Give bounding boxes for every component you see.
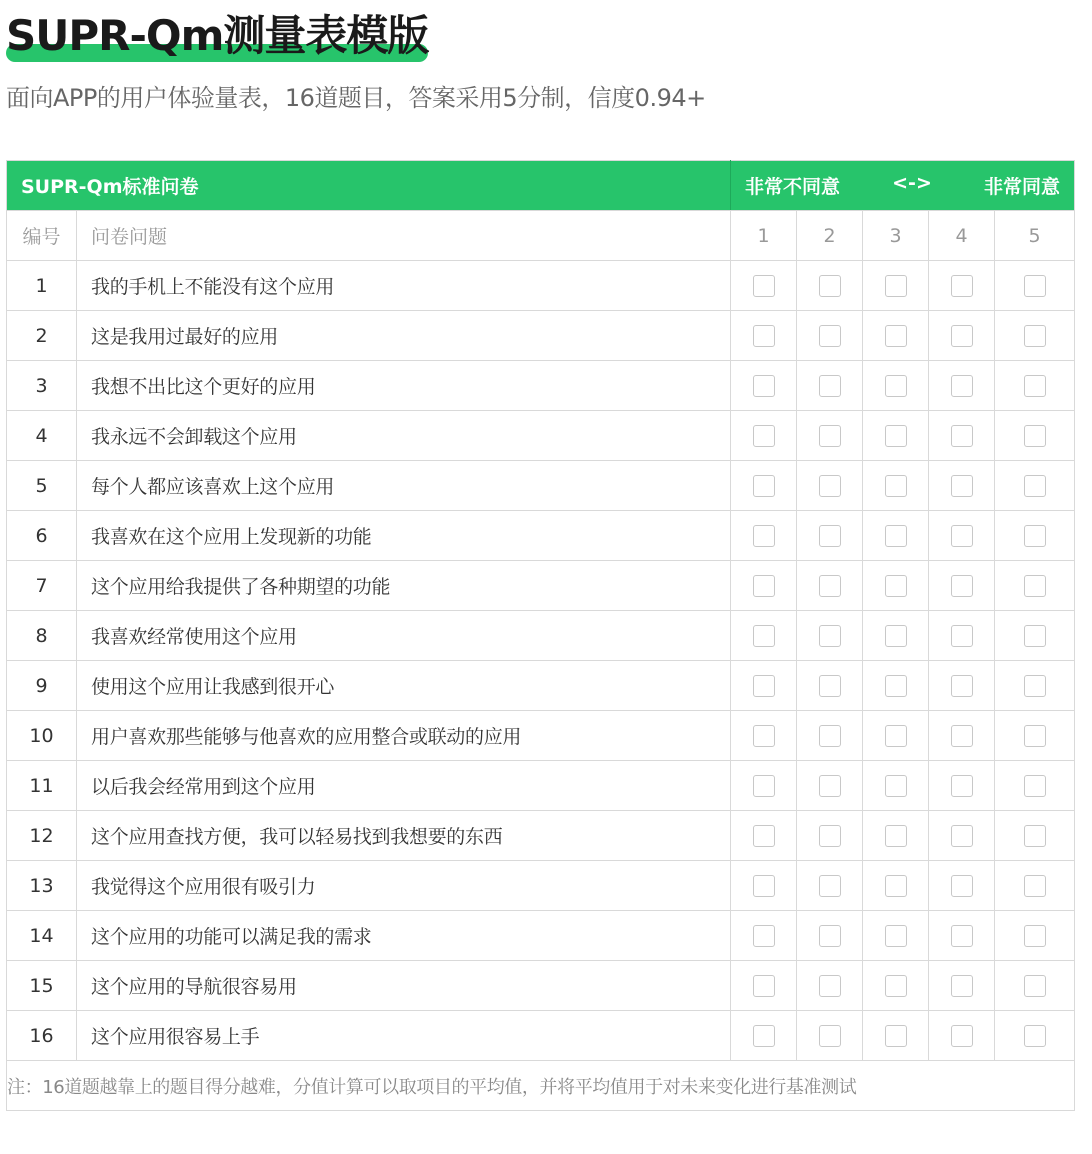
- answer-checkbox[interactable]: [819, 1025, 841, 1047]
- answer-checkbox[interactable]: [753, 1025, 775, 1047]
- answer-checkbox[interactable]: [753, 575, 775, 597]
- table-row: [7, 411, 1075, 461]
- option-cell: [929, 761, 995, 811]
- option-cell: [995, 1011, 1075, 1061]
- answer-checkbox[interactable]: [819, 775, 841, 797]
- answer-checkbox[interactable]: [753, 625, 775, 647]
- option-cell: [995, 361, 1075, 411]
- answer-checkbox[interactable]: [951, 1025, 973, 1047]
- answer-checkbox[interactable]: [753, 425, 775, 447]
- option-cell: [929, 661, 995, 711]
- table-row: [7, 911, 1075, 961]
- option-cell: [797, 311, 863, 361]
- answer-checkbox[interactable]: [951, 475, 973, 497]
- answer-checkbox[interactable]: [819, 375, 841, 397]
- option-cell: [929, 611, 995, 661]
- page-subtitle: 面向APP的用户体验量表，16道题目，答案采用5分制，信度0.94+: [6, 84, 706, 112]
- table-row: [7, 961, 1075, 1011]
- option-cell: [929, 1011, 995, 1061]
- option-cell: [797, 611, 863, 661]
- note-row: [7, 1061, 1075, 1111]
- answer-checkbox[interactable]: [1024, 475, 1046, 497]
- answer-checkbox[interactable]: [885, 875, 907, 897]
- answer-checkbox[interactable]: [951, 575, 973, 597]
- option-cell: [731, 461, 797, 511]
- option-cell: [929, 511, 995, 561]
- answer-checkbox[interactable]: [819, 725, 841, 747]
- answer-checkbox[interactable]: [1024, 925, 1046, 947]
- answer-checkbox[interactable]: [951, 875, 973, 897]
- answer-checkbox[interactable]: [885, 625, 907, 647]
- option-cell: [995, 411, 1075, 461]
- answer-checkbox[interactable]: [885, 925, 907, 947]
- option-cell: [929, 461, 995, 511]
- option-cell: [929, 411, 995, 461]
- scale-mid-label: <->: [892, 172, 932, 194]
- answer-checkbox[interactable]: [951, 675, 973, 697]
- option-cell: [995, 811, 1075, 861]
- answer-checkbox[interactable]: [1024, 275, 1046, 297]
- option-cell: [797, 761, 863, 811]
- question-number: 8: [7, 611, 77, 661]
- option-cell: [863, 661, 929, 711]
- option-cell: [797, 361, 863, 411]
- column-header-row: [7, 211, 1075, 261]
- question-text: 我想不出比这个更好的应用: [77, 361, 731, 411]
- option-cell: [863, 911, 929, 961]
- option-cell: [995, 261, 1075, 311]
- answer-checkbox[interactable]: [951, 375, 973, 397]
- answer-checkbox[interactable]: [951, 325, 973, 347]
- answer-checkbox[interactable]: [753, 375, 775, 397]
- answer-checkbox[interactable]: [753, 725, 775, 747]
- option-cell: [995, 311, 1075, 361]
- answer-checkbox[interactable]: [1024, 575, 1046, 597]
- question-number: 13: [7, 861, 77, 911]
- option-cell: [797, 861, 863, 911]
- option-cell: [731, 911, 797, 961]
- question-number: 5: [7, 461, 77, 511]
- option-cell: [995, 511, 1075, 561]
- col-question-header: 问卷问题: [77, 211, 731, 261]
- option-cell: [929, 711, 995, 761]
- option-cell: [995, 961, 1075, 1011]
- table-row: [7, 611, 1075, 661]
- answer-checkbox[interactable]: [885, 825, 907, 847]
- option-cell: [995, 661, 1075, 711]
- question-text: 用户喜欢那些能够与他喜欢的应用整合或联动的应用: [77, 711, 731, 761]
- answer-checkbox[interactable]: [753, 825, 775, 847]
- option-cell: [863, 1011, 929, 1061]
- table-row: [7, 561, 1075, 611]
- question-text: 这个应用的功能可以满足我的需求: [77, 911, 731, 961]
- table-row: [7, 861, 1075, 911]
- option-cell: [995, 761, 1075, 811]
- option-cell: [731, 861, 797, 911]
- question-number: 16: [7, 1011, 77, 1061]
- option-cell: [929, 311, 995, 361]
- answer-checkbox[interactable]: [885, 425, 907, 447]
- col-option-5: 5: [995, 211, 1075, 261]
- table-row: [7, 711, 1075, 761]
- option-cell: [863, 461, 929, 511]
- answer-checkbox[interactable]: [1024, 425, 1046, 447]
- option-cell: [731, 561, 797, 611]
- option-cell: [797, 811, 863, 861]
- question-number: 15: [7, 961, 77, 1011]
- option-cell: [797, 661, 863, 711]
- question-text: 这个应用很容易上手: [77, 1011, 731, 1061]
- table-row: [7, 1011, 1075, 1061]
- question-text: 这是我用过最好的应用: [77, 311, 731, 361]
- table-row: [7, 261, 1075, 311]
- question-number: 7: [7, 561, 77, 611]
- option-cell: [929, 361, 995, 411]
- table-row: [7, 461, 1075, 511]
- option-cell: [995, 561, 1075, 611]
- question-text: 这个应用查找方便，我可以轻易找到我想要的东西: [77, 811, 731, 861]
- option-cell: [995, 861, 1075, 911]
- answer-checkbox[interactable]: [819, 975, 841, 997]
- table-row: [7, 361, 1075, 411]
- option-cell: [863, 511, 929, 561]
- answer-checkbox[interactable]: [885, 675, 907, 697]
- answer-checkbox[interactable]: [1024, 725, 1046, 747]
- option-cell: [731, 261, 797, 311]
- option-cell: [929, 261, 995, 311]
- option-cell: [863, 611, 929, 661]
- option-cell: [863, 561, 929, 611]
- option-cell: [863, 811, 929, 861]
- option-cell: [797, 411, 863, 461]
- col-option-1: 1: [731, 211, 797, 261]
- option-cell: [797, 461, 863, 511]
- option-cell: [929, 911, 995, 961]
- answer-checkbox[interactable]: [819, 275, 841, 297]
- option-cell: [863, 711, 929, 761]
- option-cell: [929, 561, 995, 611]
- option-cell: [995, 711, 1075, 761]
- question-number: 10: [7, 711, 77, 761]
- question-number: 4: [7, 411, 77, 461]
- question-text: 我永远不会卸载这个应用: [77, 411, 731, 461]
- answer-checkbox[interactable]: [1024, 675, 1046, 697]
- option-cell: [863, 961, 929, 1011]
- option-cell: [995, 911, 1075, 961]
- answer-checkbox[interactable]: [819, 825, 841, 847]
- option-cell: [797, 511, 863, 561]
- answer-checkbox[interactable]: [951, 825, 973, 847]
- option-cell: [863, 761, 929, 811]
- answer-checkbox[interactable]: [1024, 325, 1046, 347]
- answer-checkbox[interactable]: [753, 675, 775, 697]
- answer-checkbox[interactable]: [951, 925, 973, 947]
- answer-checkbox[interactable]: [753, 525, 775, 547]
- answer-checkbox[interactable]: [753, 275, 775, 297]
- answer-checkbox[interactable]: [1024, 625, 1046, 647]
- answer-checkbox[interactable]: [1024, 975, 1046, 997]
- question-number: 14: [7, 911, 77, 961]
- option-cell: [929, 861, 995, 911]
- answer-checkbox[interactable]: [885, 575, 907, 597]
- question-number: 11: [7, 761, 77, 811]
- question-text: 使用这个应用让我感到很开心: [77, 661, 731, 711]
- option-cell: [731, 961, 797, 1011]
- survey-table: [6, 160, 1075, 1111]
- option-cell: [797, 561, 863, 611]
- answer-checkbox[interactable]: [885, 775, 907, 797]
- option-cell: [731, 361, 797, 411]
- answer-checkbox[interactable]: [753, 325, 775, 347]
- answer-checkbox[interactable]: [951, 525, 973, 547]
- answer-checkbox[interactable]: [1024, 525, 1046, 547]
- question-text: 我喜欢经常使用这个应用: [77, 611, 731, 661]
- page-title: SUPR-Qm测量表模版: [6, 11, 429, 60]
- answer-checkbox[interactable]: [753, 975, 775, 997]
- answer-checkbox[interactable]: [753, 475, 775, 497]
- question-text: 我的手机上不能没有这个应用: [77, 261, 731, 311]
- answer-checkbox[interactable]: [753, 775, 775, 797]
- answer-checkbox[interactable]: [819, 875, 841, 897]
- question-number: 6: [7, 511, 77, 561]
- answer-checkbox[interactable]: [819, 325, 841, 347]
- question-number: 9: [7, 661, 77, 711]
- answer-checkbox[interactable]: [951, 725, 973, 747]
- option-cell: [995, 461, 1075, 511]
- table-row: [7, 811, 1075, 861]
- question-text: 我喜欢在这个应用上发现新的功能: [77, 511, 731, 561]
- answer-checkbox[interactable]: [1024, 775, 1046, 797]
- answer-checkbox[interactable]: [951, 625, 973, 647]
- option-cell: [731, 411, 797, 461]
- option-cell: [731, 661, 797, 711]
- option-cell: [797, 261, 863, 311]
- answer-checkbox[interactable]: [819, 525, 841, 547]
- answer-checkbox[interactable]: [753, 925, 775, 947]
- question-number: 3: [7, 361, 77, 411]
- option-cell: [731, 611, 797, 661]
- answer-checkbox[interactable]: [753, 875, 775, 897]
- table-row: [7, 661, 1075, 711]
- table-header: [7, 161, 1075, 211]
- option-cell: [731, 761, 797, 811]
- answer-checkbox[interactable]: [885, 725, 907, 747]
- option-cell: [731, 711, 797, 761]
- answer-checkbox[interactable]: [819, 675, 841, 697]
- answer-checkbox[interactable]: [885, 525, 907, 547]
- col-option-3: 3: [863, 211, 929, 261]
- question-number: 12: [7, 811, 77, 861]
- option-cell: [863, 861, 929, 911]
- option-cell: [797, 1011, 863, 1061]
- answer-checkbox[interactable]: [951, 425, 973, 447]
- option-cell: [731, 811, 797, 861]
- option-cell: [731, 1011, 797, 1061]
- answer-checkbox[interactable]: [951, 275, 973, 297]
- answer-checkbox[interactable]: [1024, 875, 1046, 897]
- option-cell: [863, 361, 929, 411]
- question-text: 以后我会经常用到这个应用: [77, 761, 731, 811]
- question-number: 1: [7, 261, 77, 311]
- answer-checkbox[interactable]: [819, 575, 841, 597]
- answer-checkbox[interactable]: [885, 975, 907, 997]
- option-cell: [995, 611, 1075, 661]
- question-text: 这个应用给我提供了各种期望的功能: [77, 561, 731, 611]
- option-cell: [863, 311, 929, 361]
- table-row: [7, 761, 1075, 811]
- option-cell: [797, 961, 863, 1011]
- scale-right-label: 非常同意: [983, 176, 1060, 198]
- answer-checkbox[interactable]: [951, 775, 973, 797]
- scale-header: [731, 161, 1075, 211]
- table-row: [7, 511, 1075, 561]
- answer-checkbox[interactable]: [819, 425, 841, 447]
- answer-checkbox[interactable]: [885, 1025, 907, 1047]
- col-option-4: 4: [929, 211, 995, 261]
- table-title: SUPR-Qm标准问卷: [7, 161, 731, 211]
- option-cell: [929, 961, 995, 1011]
- answer-checkbox[interactable]: [819, 625, 841, 647]
- option-cell: [863, 261, 929, 311]
- answer-checkbox[interactable]: [819, 925, 841, 947]
- option-cell: [731, 511, 797, 561]
- answer-checkbox[interactable]: [951, 975, 973, 997]
- answer-checkbox[interactable]: [885, 275, 907, 297]
- question-text: 我觉得这个应用很有吸引力: [77, 861, 731, 911]
- option-cell: [731, 311, 797, 361]
- question-text: 这个应用的导航很容易用: [77, 961, 731, 1011]
- question-text: 每个人都应该喜欢上这个应用: [77, 461, 731, 511]
- answer-checkbox[interactable]: [885, 375, 907, 397]
- answer-checkbox[interactable]: [1024, 1025, 1046, 1047]
- answer-checkbox[interactable]: [819, 475, 841, 497]
- col-number-header: 编号: [7, 211, 77, 261]
- option-cell: [797, 911, 863, 961]
- col-option-2: 2: [797, 211, 863, 261]
- page-title-wrap: [6, 6, 428, 66]
- answer-checkbox[interactable]: [885, 325, 907, 347]
- question-number: 2: [7, 311, 77, 361]
- option-cell: [863, 411, 929, 461]
- answer-checkbox[interactable]: [885, 475, 907, 497]
- answer-checkbox[interactable]: [1024, 375, 1046, 397]
- scale-left-label: 非常不同意: [745, 176, 841, 198]
- answer-checkbox[interactable]: [1024, 825, 1046, 847]
- table-row: [7, 311, 1075, 361]
- table-note: 注：16道题越靠上的题目得分越难，分值计算可以取项目的平均值，并将平均值用于对未来变化进行基准测试: [7, 1061, 1075, 1111]
- option-cell: [797, 711, 863, 761]
- option-cell: [929, 811, 995, 861]
